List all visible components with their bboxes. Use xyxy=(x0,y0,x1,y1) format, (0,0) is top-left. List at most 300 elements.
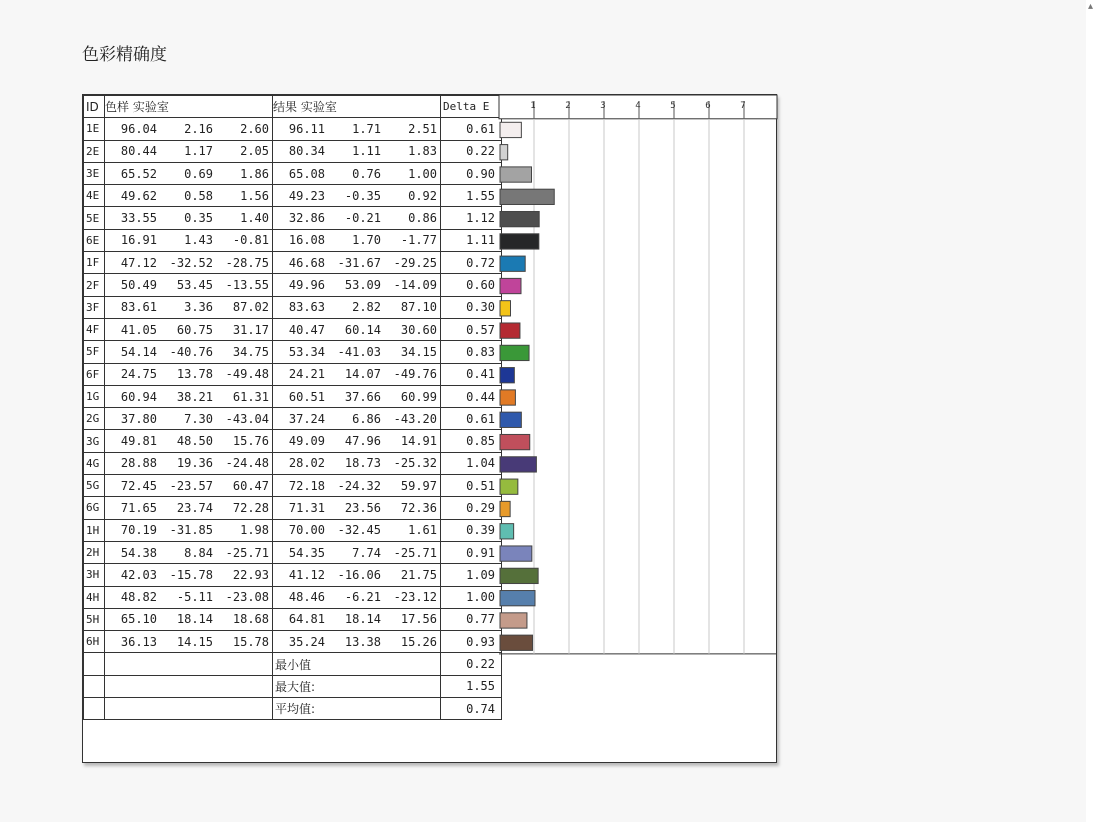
target-lab-value: 14.15 xyxy=(176,634,213,649)
result-lab-values xyxy=(273,233,440,247)
result-lab-values xyxy=(273,523,440,537)
result-lab-value: -25.32 xyxy=(393,456,437,471)
result-lab-value: 0.92 xyxy=(408,188,437,203)
target-lab-value: 65.52 xyxy=(120,166,157,181)
result-lab-value: 87.10 xyxy=(400,300,437,315)
page-title: 色彩精确度 xyxy=(82,45,167,65)
target-lab-value: 41.05 xyxy=(120,322,157,337)
result-lab-value: -25.71 xyxy=(393,545,437,560)
result-lab-value: 1.00 xyxy=(408,166,437,181)
row-delta-e: 0.22 xyxy=(441,140,502,162)
target-lab-value: -13.55 xyxy=(225,278,269,293)
table-row xyxy=(84,296,502,318)
result-lab-value: 28.02 xyxy=(288,456,325,471)
target-lab-values xyxy=(105,523,272,537)
row-delta-e: 0.39 xyxy=(441,519,502,541)
result-lab-value: 49.23 xyxy=(288,188,325,203)
result-lab-value: 60.51 xyxy=(288,389,325,404)
row-id: 1E xyxy=(84,118,105,140)
result-lab-value: 1.71 xyxy=(352,121,381,136)
target-lab-values xyxy=(105,501,272,515)
bar-4G xyxy=(500,457,536,472)
result-lab-value: 15.26 xyxy=(400,634,437,649)
table-row xyxy=(84,452,502,474)
bar-5E xyxy=(500,211,539,226)
result-lab-value: -32.45 xyxy=(337,523,381,538)
target-lab-value: -23.08 xyxy=(225,590,269,605)
target-lab-value: -40.76 xyxy=(169,344,213,359)
result-lab-value: -0.35 xyxy=(344,188,381,203)
table-row xyxy=(84,185,502,207)
target-lab-value: 70.19 xyxy=(120,523,157,538)
x-tick-label: 2 xyxy=(565,101,571,111)
result-lab-value: 30.60 xyxy=(400,322,437,337)
result-lab-value: 46.68 xyxy=(288,255,325,270)
target-lab-value: 15.76 xyxy=(232,434,269,449)
target-lab-value: 60.94 xyxy=(120,389,157,404)
row-delta-e: 0.60 xyxy=(441,274,502,296)
result-lab-value: 14.07 xyxy=(344,367,381,382)
row-id: 2H xyxy=(84,541,105,563)
target-lab-value: 38.21 xyxy=(176,389,213,404)
bar-6G xyxy=(500,501,510,516)
target-lab-value: 18.68 xyxy=(232,612,269,627)
row-result-lab xyxy=(273,519,441,541)
result-lab-values xyxy=(273,122,440,136)
table-row xyxy=(84,430,502,452)
row-id: 4E xyxy=(84,185,105,207)
result-lab-values xyxy=(273,367,440,381)
row-result-lab xyxy=(273,363,441,385)
table-row xyxy=(84,252,502,274)
result-lab-value: 2.82 xyxy=(352,300,381,315)
target-lab-value: 1.17 xyxy=(184,144,213,159)
result-lab-values xyxy=(273,144,440,158)
table-row xyxy=(84,497,502,519)
result-lab-value: 54.35 xyxy=(288,545,325,560)
target-lab-value: 47.12 xyxy=(120,255,157,270)
summary-empty-cell xyxy=(84,698,105,720)
target-lab-value: -32.52 xyxy=(169,255,213,270)
result-lab-values xyxy=(273,479,440,493)
result-lab-values xyxy=(273,612,440,626)
result-lab-value: 7.74 xyxy=(352,545,381,560)
summary-row xyxy=(84,698,502,720)
row-target-lab xyxy=(105,519,273,541)
target-lab-value: 1.86 xyxy=(240,166,269,181)
result-lab-value: 0.76 xyxy=(352,166,381,181)
row-target-lab xyxy=(105,341,273,363)
table-row xyxy=(84,207,502,229)
target-lab-value: -0.81 xyxy=(232,233,269,248)
x-tick-label: 6 xyxy=(705,101,711,111)
summary-value: 0.22 xyxy=(441,653,502,675)
scrollbar-gutter[interactable] xyxy=(1086,0,1096,822)
target-lab-value: 22.93 xyxy=(232,567,269,582)
result-lab-value: -29.25 xyxy=(393,255,437,270)
summary-label: 平均值: xyxy=(273,698,441,720)
result-lab-values xyxy=(273,189,440,203)
result-lab-value: 41.12 xyxy=(288,567,325,582)
target-lab-value: 19.36 xyxy=(176,456,213,471)
result-lab-value: 49.09 xyxy=(288,434,325,449)
target-lab-values xyxy=(105,256,272,270)
row-delta-e: 1.55 xyxy=(441,185,502,207)
header-id: ID xyxy=(84,96,105,118)
row-result-lab xyxy=(273,564,441,586)
bar-6F xyxy=(500,368,514,383)
target-lab-value: -31.85 xyxy=(169,523,213,538)
target-lab-value: 31.17 xyxy=(232,322,269,337)
target-lab-value: 36.13 xyxy=(120,634,157,649)
row-delta-e: 0.85 xyxy=(441,430,502,452)
target-lab-value: 83.61 xyxy=(120,300,157,315)
result-lab-value: 18.14 xyxy=(344,612,381,627)
summary-value: 0.74 xyxy=(441,698,502,720)
row-id: 1H xyxy=(84,519,105,541)
row-id: 6H xyxy=(84,631,105,653)
bar-1H xyxy=(500,524,514,539)
scroll-up-icon[interactable]: ▴ xyxy=(1088,1,1094,12)
result-lab-value: -16.06 xyxy=(337,567,381,582)
row-delta-e: 0.91 xyxy=(441,541,502,563)
summary-empty-cell xyxy=(105,698,273,720)
row-result-lab xyxy=(273,274,441,296)
row-result-lab xyxy=(273,140,441,162)
target-lab-value: 2.60 xyxy=(240,121,269,136)
x-tick-label: 1 xyxy=(530,101,536,111)
bar-5G xyxy=(500,479,518,494)
row-target-lab xyxy=(105,475,273,497)
result-lab-value: 18.73 xyxy=(344,456,381,471)
target-lab-values xyxy=(105,412,272,426)
row-target-lab xyxy=(105,497,273,519)
summary-empty-cell xyxy=(84,675,105,697)
row-target-lab xyxy=(105,162,273,184)
result-lab-values xyxy=(273,256,440,270)
target-lab-value: 49.62 xyxy=(120,188,157,203)
result-lab-value: 37.66 xyxy=(344,389,381,404)
table-row xyxy=(84,229,502,251)
summary-label: 最小值 xyxy=(273,653,441,675)
row-target-lab xyxy=(105,140,273,162)
x-tick-label: 7 xyxy=(740,101,746,111)
row-id: 4F xyxy=(84,318,105,340)
result-lab-value: 53.09 xyxy=(344,278,381,293)
target-lab-value: 0.69 xyxy=(184,166,213,181)
result-lab-values xyxy=(273,456,440,470)
row-result-lab xyxy=(273,162,441,184)
row-delta-e: 0.41 xyxy=(441,363,502,385)
target-lab-value: 1.43 xyxy=(184,233,213,248)
target-lab-values xyxy=(105,456,272,470)
row-result-lab xyxy=(273,118,441,140)
table-row xyxy=(84,274,502,296)
result-lab-value: 49.96 xyxy=(288,278,325,293)
table-header-row xyxy=(84,96,502,118)
result-lab-value: 1.83 xyxy=(408,144,437,159)
table-row xyxy=(84,408,502,430)
target-lab-values xyxy=(105,367,272,381)
result-lab-value: 83.63 xyxy=(288,300,325,315)
target-lab-value: 80.44 xyxy=(120,144,157,159)
summary-row xyxy=(84,675,502,697)
target-lab-value: 1.98 xyxy=(240,523,269,538)
row-id: 6G xyxy=(84,497,105,519)
result-lab-value: 72.18 xyxy=(288,478,325,493)
row-result-lab xyxy=(273,475,441,497)
target-lab-values xyxy=(105,211,272,225)
target-lab-value: 42.03 xyxy=(120,567,157,582)
result-lab-value: 23.56 xyxy=(344,500,381,515)
table-row xyxy=(84,608,502,630)
result-lab-values xyxy=(273,412,440,426)
target-lab-value: 65.10 xyxy=(120,612,157,627)
target-lab-value: 24.75 xyxy=(120,367,157,382)
target-lab-value: 87.02 xyxy=(232,300,269,315)
table-row xyxy=(84,519,502,541)
result-lab-value: 40.47 xyxy=(288,322,325,337)
target-lab-values xyxy=(105,167,272,181)
table-row xyxy=(84,541,502,563)
row-target-lab xyxy=(105,541,273,563)
row-delta-e: 0.83 xyxy=(441,341,502,363)
result-lab-value: 80.34 xyxy=(288,144,325,159)
row-target-lab xyxy=(105,296,273,318)
target-lab-value: -24.48 xyxy=(225,456,269,471)
row-target-lab xyxy=(105,608,273,630)
result-lab-value: 14.91 xyxy=(400,434,437,449)
bar-5H xyxy=(500,613,527,628)
row-delta-e: 0.93 xyxy=(441,631,502,653)
row-delta-e: 0.30 xyxy=(441,296,502,318)
target-lab-values xyxy=(105,479,272,493)
header-delta-e: Delta E xyxy=(441,96,502,118)
row-delta-e: 0.61 xyxy=(441,118,502,140)
target-lab-value: -25.71 xyxy=(225,545,269,560)
row-target-lab xyxy=(105,586,273,608)
bar-3F xyxy=(500,301,511,316)
target-lab-value: 72.28 xyxy=(232,500,269,515)
header-target: 色样 实验室 xyxy=(105,96,273,118)
bar-5F xyxy=(500,345,529,360)
result-lab-value: -43.20 xyxy=(393,411,437,426)
row-result-lab xyxy=(273,207,441,229)
table-row xyxy=(84,118,502,140)
target-lab-value: 28.88 xyxy=(120,456,157,471)
row-delta-e: 1.04 xyxy=(441,452,502,474)
target-lab-values xyxy=(105,323,272,337)
target-lab-value: 54.38 xyxy=(120,545,157,560)
target-lab-values xyxy=(105,590,272,604)
bar-6E xyxy=(500,234,539,249)
target-lab-values xyxy=(105,233,272,247)
target-lab-value: 48.50 xyxy=(176,434,213,449)
result-lab-value: -31.67 xyxy=(337,255,381,270)
target-lab-values xyxy=(105,434,272,448)
row-id: 2E xyxy=(84,140,105,162)
row-result-lab xyxy=(273,341,441,363)
target-lab-value: 54.14 xyxy=(120,344,157,359)
target-lab-value: 8.84 xyxy=(184,545,213,560)
result-lab-value: 1.61 xyxy=(408,523,437,538)
row-target-lab xyxy=(105,408,273,430)
target-lab-value: -28.75 xyxy=(225,255,269,270)
row-id: 4G xyxy=(84,452,105,474)
row-delta-e: 1.11 xyxy=(441,229,502,251)
color-accuracy-panel xyxy=(82,94,777,763)
target-lab-value: 61.31 xyxy=(232,389,269,404)
result-lab-values xyxy=(273,501,440,515)
result-lab-value: 65.08 xyxy=(288,166,325,181)
target-lab-values xyxy=(105,278,272,292)
delta-e-bar-chart xyxy=(499,95,777,763)
result-lab-value: 1.70 xyxy=(352,233,381,248)
table-row xyxy=(84,631,502,653)
target-lab-value: 96.04 xyxy=(120,121,157,136)
row-result-lab xyxy=(273,608,441,630)
bar-2F xyxy=(500,278,521,293)
table-row xyxy=(84,140,502,162)
row-delta-e: 0.44 xyxy=(441,385,502,407)
result-lab-value: 21.75 xyxy=(400,567,437,582)
row-target-lab xyxy=(105,229,273,251)
x-tick-label: 3 xyxy=(600,101,606,111)
result-lab-value: 72.36 xyxy=(400,500,437,515)
target-lab-value: -43.04 xyxy=(225,411,269,426)
result-lab-value: -49.76 xyxy=(393,367,437,382)
target-lab-values xyxy=(105,189,272,203)
row-id: 3E xyxy=(84,162,105,184)
row-result-lab xyxy=(273,452,441,474)
target-lab-value: 48.82 xyxy=(120,590,157,605)
result-lab-value: 96.11 xyxy=(288,121,325,136)
target-lab-values xyxy=(105,390,272,404)
result-lab-values xyxy=(273,390,440,404)
summary-value: 1.55 xyxy=(441,675,502,697)
target-lab-value: -49.48 xyxy=(225,367,269,382)
target-lab-value: 60.75 xyxy=(176,322,213,337)
row-id: 3G xyxy=(84,430,105,452)
result-lab-value: 60.99 xyxy=(400,389,437,404)
result-lab-value: 1.11 xyxy=(352,144,381,159)
row-result-lab xyxy=(273,408,441,430)
result-lab-value: 2.51 xyxy=(408,121,437,136)
row-target-lab xyxy=(105,564,273,586)
row-delta-e: 1.00 xyxy=(441,586,502,608)
table-row xyxy=(84,363,502,385)
result-lab-value: 35.24 xyxy=(288,634,325,649)
bar-3G xyxy=(500,434,530,449)
row-id: 6E xyxy=(84,229,105,251)
bar-4F xyxy=(500,323,520,338)
bar-2G xyxy=(500,412,521,427)
row-id: 2G xyxy=(84,408,105,430)
result-lab-value: 13.38 xyxy=(344,634,381,649)
result-lab-value: 71.31 xyxy=(288,500,325,515)
row-id: 5G xyxy=(84,475,105,497)
result-lab-value: 70.00 xyxy=(288,523,325,538)
target-lab-value: 15.78 xyxy=(232,634,269,649)
row-id: 2F xyxy=(84,274,105,296)
row-target-lab xyxy=(105,318,273,340)
result-lab-value: 24.21 xyxy=(288,367,325,382)
result-lab-value: 16.08 xyxy=(288,233,325,248)
target-lab-value: 1.40 xyxy=(240,211,269,226)
target-lab-value: 60.47 xyxy=(232,478,269,493)
row-result-lab xyxy=(273,229,441,251)
result-lab-values xyxy=(273,568,440,582)
target-lab-value: 3.36 xyxy=(184,300,213,315)
result-lab-value: 64.81 xyxy=(288,612,325,627)
bar-2E xyxy=(500,145,508,160)
target-lab-values xyxy=(105,612,272,626)
target-lab-value: 1.56 xyxy=(240,188,269,203)
row-id: 3H xyxy=(84,564,105,586)
x-tick-label: 4 xyxy=(635,101,641,111)
row-id: 5E xyxy=(84,207,105,229)
bar-2H xyxy=(500,546,532,561)
row-result-lab xyxy=(273,296,441,318)
target-lab-value: 23.74 xyxy=(176,500,213,515)
target-lab-value: 37.80 xyxy=(120,411,157,426)
row-id: 6F xyxy=(84,363,105,385)
row-result-lab xyxy=(273,497,441,519)
row-delta-e: 0.72 xyxy=(441,252,502,274)
result-lab-value: 48.46 xyxy=(288,590,325,605)
row-result-lab xyxy=(273,631,441,653)
result-lab-values xyxy=(273,211,440,225)
target-lab-values xyxy=(105,635,272,649)
target-lab-value: 33.55 xyxy=(120,211,157,226)
table-row xyxy=(84,564,502,586)
row-target-lab xyxy=(105,363,273,385)
summary-label: 最大值: xyxy=(273,675,441,697)
result-lab-values xyxy=(273,345,440,359)
summary-empty-cell xyxy=(105,653,273,675)
row-target-lab xyxy=(105,185,273,207)
result-lab-value: -1.77 xyxy=(400,233,437,248)
header-result: 结果 实验室 xyxy=(273,96,441,118)
row-target-lab xyxy=(105,274,273,296)
row-result-lab xyxy=(273,586,441,608)
target-lab-value: 72.45 xyxy=(120,478,157,493)
result-lab-values xyxy=(273,167,440,181)
bar-6H xyxy=(500,635,533,650)
row-target-lab xyxy=(105,385,273,407)
result-lab-values xyxy=(273,546,440,560)
result-lab-value: -14.09 xyxy=(393,278,437,293)
row-id: 3F xyxy=(84,296,105,318)
target-lab-value: 53.45 xyxy=(176,278,213,293)
result-lab-value: -0.21 xyxy=(344,211,381,226)
bar-4H xyxy=(500,591,535,606)
result-lab-values xyxy=(273,635,440,649)
table-row xyxy=(84,318,502,340)
row-delta-e: 0.29 xyxy=(441,497,502,519)
result-lab-value: 60.14 xyxy=(344,322,381,337)
table-row xyxy=(84,385,502,407)
target-lab-values xyxy=(105,144,272,158)
row-delta-e: 0.77 xyxy=(441,608,502,630)
result-lab-values xyxy=(273,323,440,337)
row-target-lab xyxy=(105,452,273,474)
target-lab-value: 16.91 xyxy=(120,233,157,248)
target-lab-value: 2.16 xyxy=(184,121,213,136)
color-accuracy-table xyxy=(83,95,502,720)
target-lab-value: 0.58 xyxy=(184,188,213,203)
bar-1E xyxy=(500,122,521,137)
